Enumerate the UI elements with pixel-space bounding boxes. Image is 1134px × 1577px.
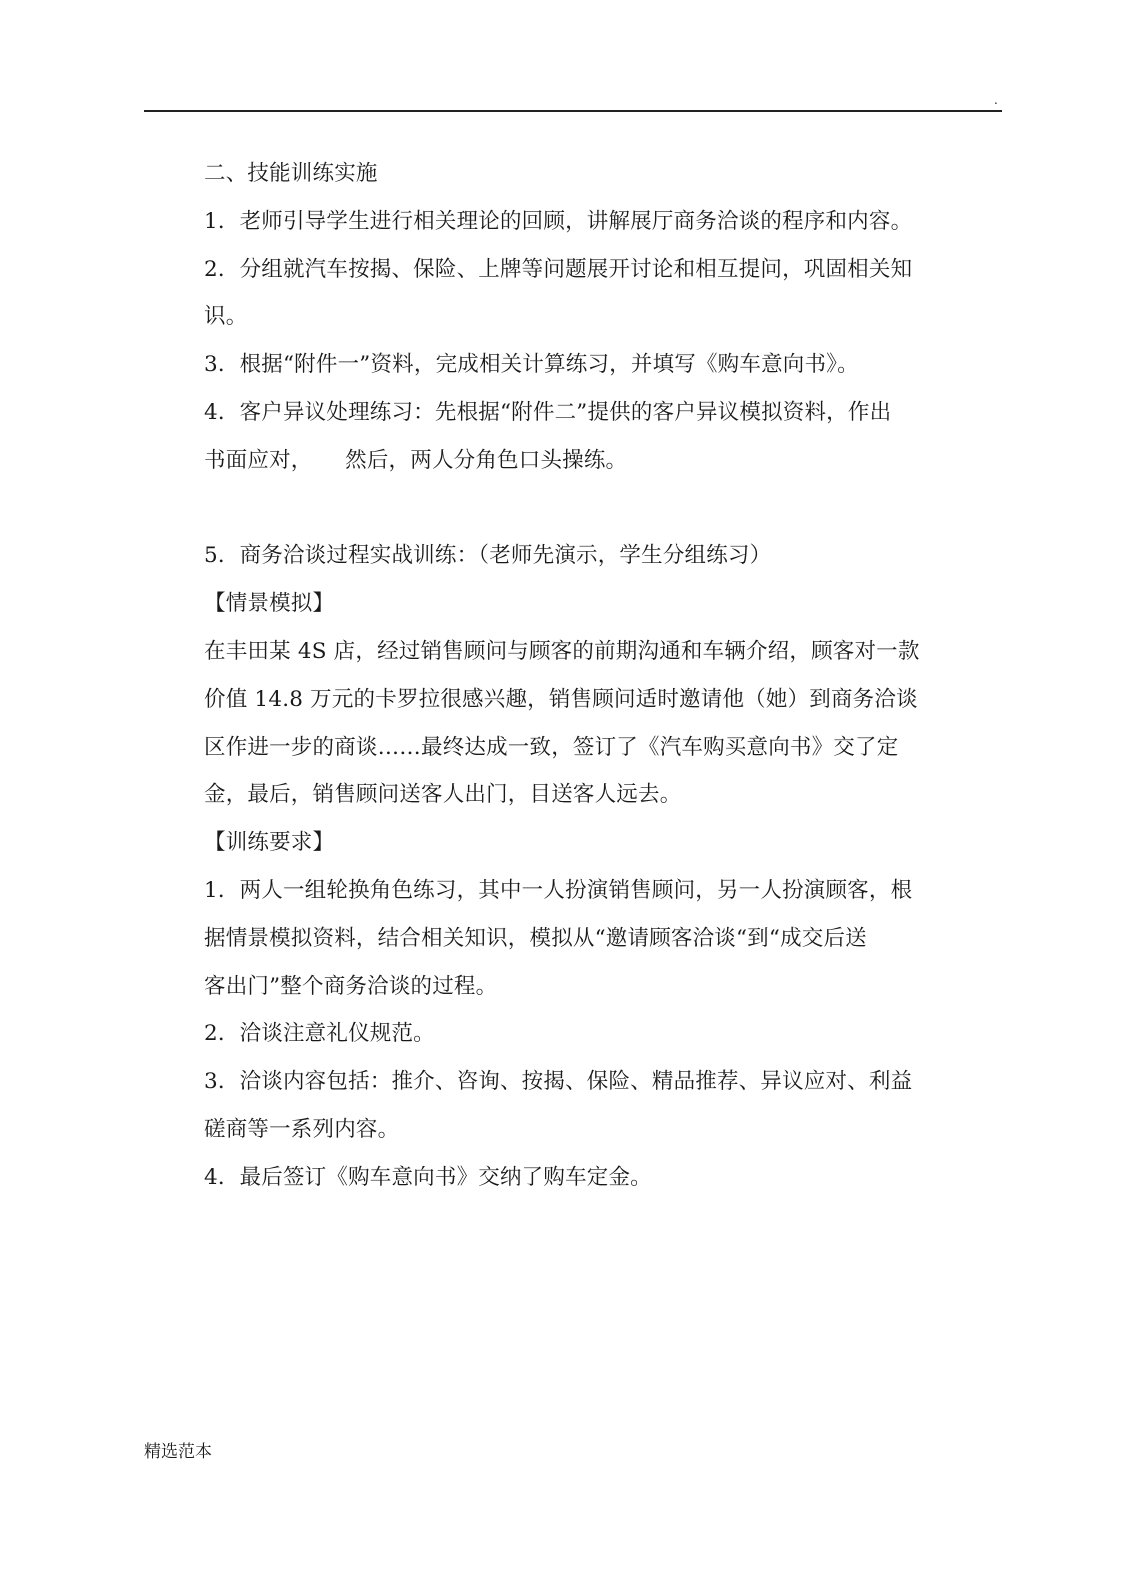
scenario-line: 区作进一步的商谈……最终达成一致，签订了《汽车购买意向书》交了定	[204, 734, 899, 760]
step-line: 识。	[204, 304, 248, 330]
scenario-line: 价值 14.8 万元的卡罗拉很感兴趣，销售顾问适时邀请他（她）到商务洽谈	[204, 686, 918, 712]
scenario-line: 金，最后，销售顾问送客人出门，目送客人远去。	[204, 782, 682, 808]
requirement-line: 3．洽谈内容包括：推介、咨询、按揭、保险、精品推荐、异议应对、利益	[204, 1069, 913, 1095]
paragraph-gap	[204, 485, 1004, 533]
requirement-line: 磋商等一系列内容。	[204, 1116, 400, 1142]
step-line: 4．客户异议处理练习：先根据“附件二”提供的客户异议模拟资料，作出	[204, 399, 892, 425]
step-line: 1．老师引导学生进行相关理论的回顾，讲解展厅商务洽谈的程序和内容。	[204, 208, 913, 234]
requirements-heading: 【训练要求】	[204, 830, 335, 856]
header-mark: .	[994, 93, 998, 107]
requirement-line: 2．洽谈注意礼仪规范。	[204, 1021, 435, 1047]
requirement-line: 4．最后签订《购车意向书》交纳了购车定金。	[204, 1164, 652, 1190]
scenario-line: 在丰田某 4S 店，经过销售顾问与顾客的前期沟通和车辆介绍，顾客对一款	[204, 638, 920, 664]
footer-text: 精选范本	[144, 1442, 212, 1462]
step-line: 2．分组就汽车按揭、保险、上牌等问题展开讨论和相互提问，巩固相关知	[204, 256, 913, 282]
step-5-line: 5．商务洽谈过程实战训练：（老师先演示，学生分组练习）	[204, 543, 772, 569]
requirement-line: 据情景模拟资料，结合相关知识，模拟从“邀请顾客洽谈“到“成交后送	[204, 925, 867, 951]
scenario-heading: 【情景模拟】	[204, 591, 335, 617]
requirement-line: 客出门”整个商务洽谈的过程。	[204, 973, 498, 999]
step-line: 3．根据“附件一”资料，完成相关计算练习，并填写《购车意向书》。	[204, 352, 859, 378]
header-divider	[144, 110, 1002, 112]
step-line: 书面应对， 然后，两人分角色口头操练。	[204, 447, 628, 473]
requirement-line: 1．两人一组轮换角色练习，其中一人扮演销售顾问，另一人扮演顾客，根	[204, 877, 913, 903]
section-title: 二、技能训练实施	[204, 161, 378, 186]
document-body	[204, 150, 1004, 1202]
